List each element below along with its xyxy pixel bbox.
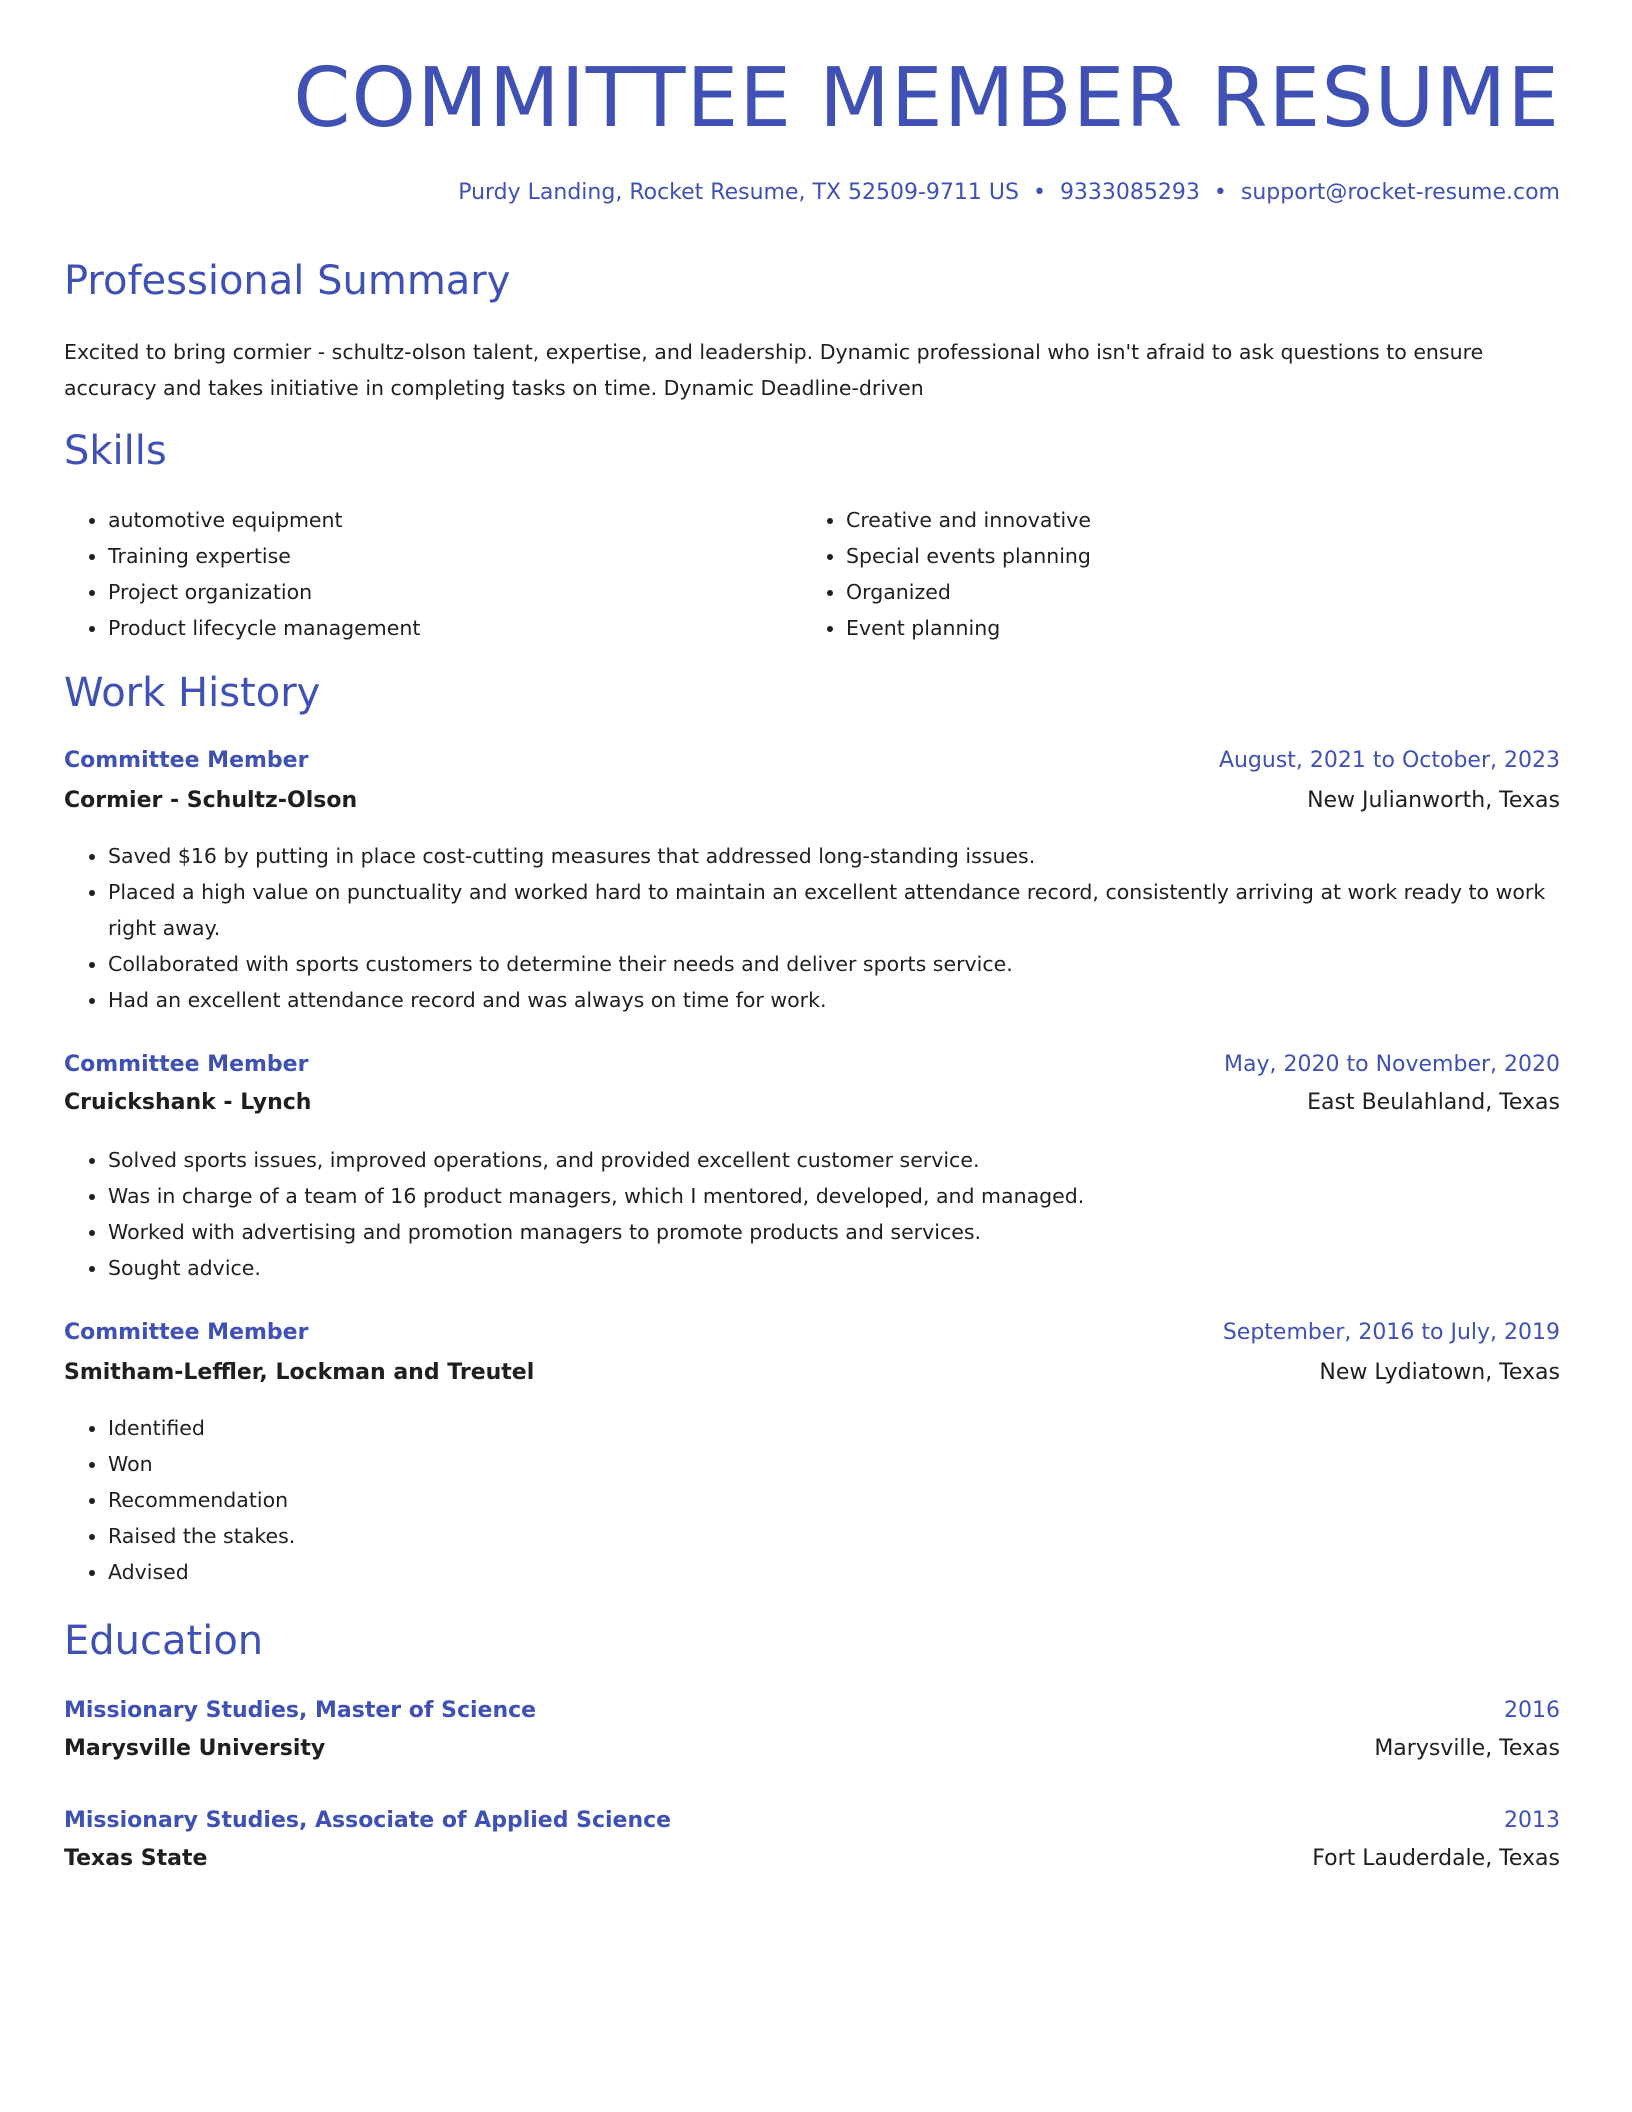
skill-item: • Product lifecycle management (108, 610, 764, 646)
job-location: East Beulahland, Texas (1307, 1090, 1560, 1115)
school-location: Marysville, Texas (1374, 1736, 1560, 1761)
contact-line (458, 180, 1560, 205)
job-bullet: • Advised (108, 1554, 1560, 1590)
job-bullets (64, 1410, 1560, 1590)
summary-heading: Professional Summary (64, 258, 511, 304)
skill-item: • automotive equipment (108, 502, 764, 538)
skills-left-column (64, 502, 764, 646)
job-bullet: • Placed a high value on punctuality and worked hard to maintain an excellent attendance record, consistently arriving at work ready to work right away. (108, 874, 1560, 946)
job-bullet: • Sought advice. (108, 1250, 1560, 1286)
job-title: Committee Member (64, 748, 309, 773)
job-title: Committee Member (64, 1052, 309, 1077)
resume-title: COMMITTEE MEMBER RESUME (293, 51, 1560, 146)
job-dates: August, 2021 to October, 2023 (1218, 748, 1560, 773)
job-bullet: • Raised the stakes. (108, 1518, 1560, 1554)
job-bullet: • Recommendation (108, 1482, 1560, 1518)
job-bullet: • Was in charge of a team of 16 product managers, which I mentored, developed, and managed. (108, 1178, 1560, 1214)
separator-dot: • (1213, 180, 1227, 205)
job-bullets (64, 1142, 1560, 1286)
job-bullets (64, 838, 1560, 1018)
skill-item: • Creative and innovative (846, 502, 1502, 538)
skills-right-column (802, 502, 1502, 646)
job-dates: May, 2020 to November, 2020 (1224, 1052, 1560, 1077)
job-company-row (64, 788, 1560, 824)
job-bullet: • Solved sports issues, improved operations, and provided excellent customer service. (108, 1142, 1560, 1178)
phone: 9333085293 (1059, 180, 1200, 205)
summary-text: Excited to bring cormier - schultz-olson talent, expertise, and leadership. Dynamic professional who isn't afraid to ask questions to ensure accuracy and takes initiative in completing tasks on time. Dynamic Deadline-driven (64, 340, 1484, 400)
education-school-row (64, 1846, 1560, 1882)
school-name: Texas State (64, 1846, 208, 1871)
skill-item: • Special events planning (846, 538, 1502, 574)
skills-heading: Skills (64, 428, 167, 474)
job-company-row (64, 1090, 1560, 1126)
job-location: New Julianworth, Texas (1307, 788, 1560, 813)
graduation-year: 2016 (1504, 1698, 1560, 1723)
address: Purdy Landing, Rocket Resume, TX 52509-9711 US (458, 180, 1019, 205)
company-name: Cormier - Schultz-Olson (64, 788, 358, 813)
work-history-heading: Work History (64, 670, 321, 716)
skill-item: • Training expertise (108, 538, 764, 574)
job-bullet: • Had an excellent attendance record and was always on time for work. (108, 982, 1560, 1018)
job-dates: September, 2016 to July, 2019 (1222, 1320, 1560, 1345)
job-header (64, 1052, 1560, 1088)
company-name: Smitham-Leffler, Lockman and Treutel (64, 1360, 535, 1385)
graduation-year: 2013 (1504, 1808, 1560, 1833)
education-header (64, 1808, 1560, 1844)
job-location: New Lydiatown, Texas (1319, 1360, 1560, 1385)
education-school-row (64, 1736, 1560, 1772)
job-company-row (64, 1360, 1560, 1396)
degree: Missionary Studies, Associate of Applied Science (64, 1808, 672, 1833)
job-bullet: • Won (108, 1446, 1560, 1482)
degree: Missionary Studies, Master of Science (64, 1698, 537, 1723)
separator-dot: • (1032, 180, 1046, 205)
job-header (64, 1320, 1560, 1356)
education-header (64, 1698, 1560, 1734)
school-location: Fort Lauderdale, Texas (1312, 1846, 1560, 1871)
email-link[interactable]: support@rocket-resume.com (1240, 180, 1560, 205)
skill-item: • Event planning (846, 610, 1502, 646)
job-header (64, 748, 1560, 784)
job-bullet: • Worked with advertising and promotion managers to promote products and services. (108, 1214, 1560, 1250)
school-name: Marysville University (64, 1736, 326, 1761)
education-heading: Education (64, 1618, 264, 1664)
job-title: Committee Member (64, 1320, 309, 1345)
job-bullet: • Saved $16 by putting in place cost-cutting measures that addressed long-standing issues. (108, 838, 1560, 874)
skill-item: • Project organization (108, 574, 764, 610)
job-bullet: • Collaborated with sports customers to determine their needs and deliver sports service. (108, 946, 1560, 982)
company-name: Cruickshank - Lynch (64, 1090, 312, 1115)
skill-item: • Organized (846, 574, 1502, 610)
job-bullet: • Identified (108, 1410, 1560, 1446)
